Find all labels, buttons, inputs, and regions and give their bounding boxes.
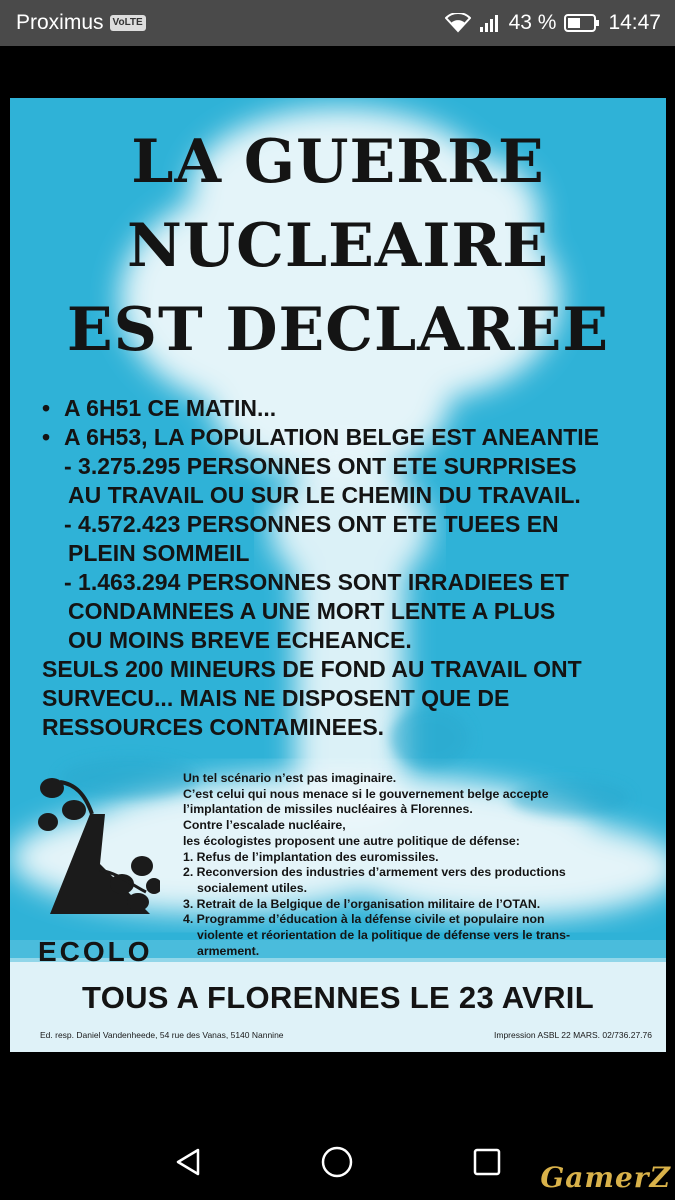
scenario-line: 1. Refus de l’implantation des euromissiles.: [183, 849, 439, 864]
body-line: OU MOINS BREVE ECHEANCE.: [68, 627, 412, 653]
scenario-line: 2. Reconversion des industries d’armement vers des productions: [183, 865, 566, 880]
poster-image: [10, 98, 666, 1052]
bullet-line: • A 6H51 CE MATIN...: [42, 394, 656, 423]
volte-badge: VoLTE: [110, 15, 146, 31]
clock: 14:47: [608, 11, 661, 34]
scenario-line: l’implantation de missiles nucléaires à Florennes.: [183, 802, 473, 817]
ecolo-wordmark: ECOLO: [38, 936, 153, 967]
scenario-line: Un tel scénario n’est pas imaginaire.: [183, 771, 397, 785]
scenario-line: 4. Programme d’éducation à la défense civile et populaire non: [183, 912, 545, 927]
body-line: SURVECU... MAIS NE DISPOSENT QUE DE: [42, 685, 510, 711]
publisher-credit: Ed. resp. Daniel Vandenheede, 54 rue des Vanas, 5140 Nannine: [40, 1030, 284, 1040]
scenario-line: Contre l’escalade nucléaire,: [183, 818, 346, 833]
home-icon[interactable]: [317, 1142, 357, 1182]
body-line: AU TRAVAIL OU SUR LE CHEMIN DU TRAVAIL.: [68, 482, 581, 508]
carrier-name: Proximus: [16, 11, 104, 34]
scenario-line: socialement utiles.: [197, 880, 308, 895]
scenario-line: C’est celui qui nous menace si le gouvernement belge accepte: [183, 786, 549, 801]
battery-percent: 43 %: [508, 11, 557, 34]
call-to-action: TOUS A FLORENNES LE 23 AVRIL: [82, 980, 594, 1015]
printer-credit: Impression ASBL 22 MARS. 02/736.27.76: [494, 1030, 652, 1040]
headline-line: NUCLEAIRE: [126, 211, 550, 281]
body-line: PLEIN SOMMEIL: [68, 540, 250, 566]
body-line: - 4.572.423 PERSONNES ONT ETE TUEES EN: [64, 511, 559, 537]
body-line: CONDAMNEES A UNE MORT LENTE A PLUS: [68, 598, 556, 624]
scenario-text: [183, 771, 655, 959]
signal-icon: [479, 13, 501, 33]
recents-icon[interactable]: [467, 1142, 507, 1182]
scenario-line: armement.: [197, 943, 260, 958]
watermark: GamerZ: [540, 1161, 671, 1194]
headline-line: LA GUERRE: [131, 127, 545, 197]
body-line: SEULS 200 MINEURS DE FOND AU TRAVAIL ONT: [42, 656, 582, 682]
ecolo-logo: [30, 774, 160, 939]
scenario-line: violente et réorientation de la politique de défense vers le trans-: [197, 928, 571, 943]
poster-headline: [10, 120, 666, 372]
poster-body: [42, 394, 656, 742]
wifi-icon: [445, 13, 471, 33]
battery-icon: [564, 13, 600, 33]
body-line: - 1.463.294 PERSONNES SONT IRRADIEES ET: [64, 569, 569, 595]
navigation-bar: [0, 1120, 675, 1200]
status-bar: [0, 0, 675, 46]
body-line: - 3.275.295 PERSONNES ONT ETE SURPRISES: [64, 453, 577, 479]
scenario-line: 3. Retrait de la Belgique de l’organisation militaire de l’OTAN.: [183, 896, 541, 911]
back-icon[interactable]: [168, 1142, 208, 1182]
bullet-line: • A 6H53, LA POPULATION BELGE EST ANEANTIE: [42, 423, 656, 452]
scenario-line: les écologistes proposent une autre politique de défense:: [183, 833, 520, 848]
body-line: RESSOURCES CONTAMINEES.: [42, 714, 385, 740]
headline-line: EST DECLAREE: [66, 295, 610, 365]
